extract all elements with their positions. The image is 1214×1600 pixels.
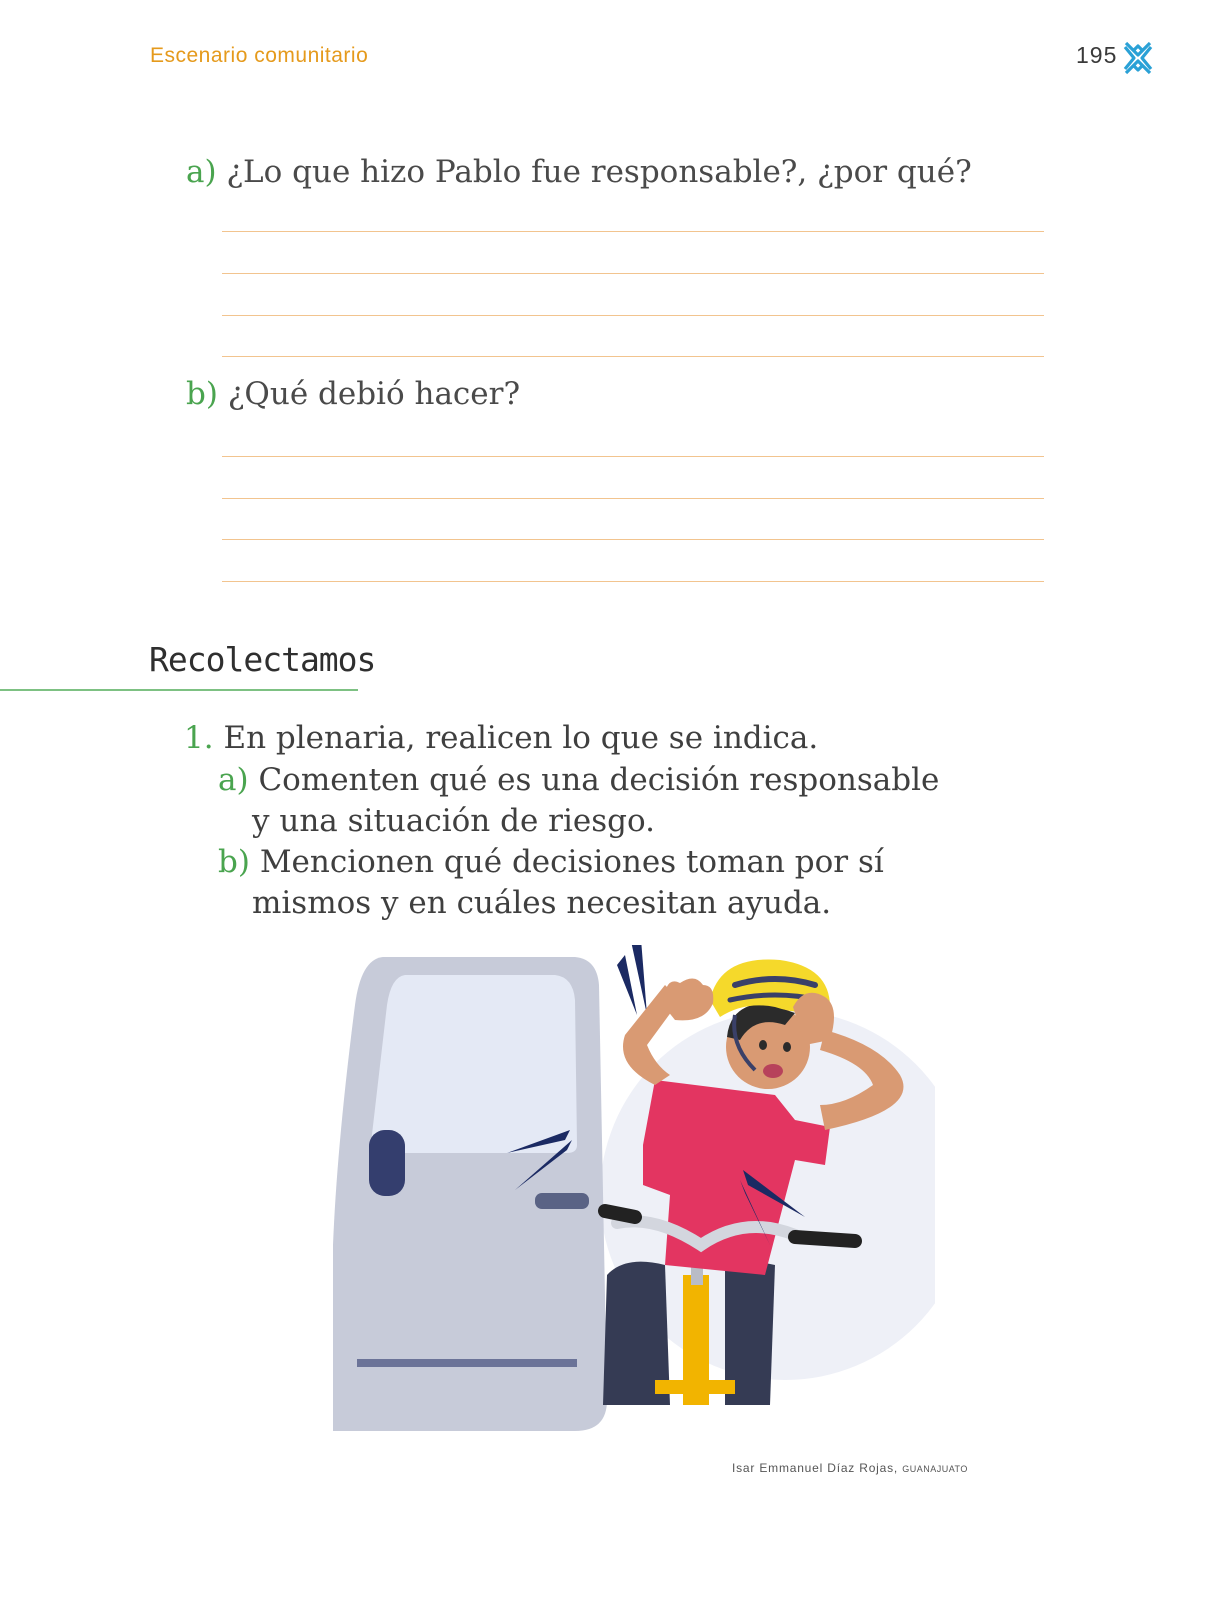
subitem-a bbox=[218, 760, 939, 801]
section-header-title: Escenario comunitario bbox=[150, 44, 369, 67]
subitem-a-letter: a) bbox=[218, 762, 249, 798]
bike-bar bbox=[655, 1380, 735, 1394]
answer-line[interactable] bbox=[222, 231, 1044, 232]
answer-line[interactable] bbox=[222, 273, 1044, 274]
question-a-text: ¿Lo que hizo Pablo fue responsable?, ¿por qué? bbox=[226, 154, 972, 190]
illustration-credit bbox=[732, 1461, 968, 1475]
answer-line[interactable] bbox=[222, 356, 1044, 357]
door-handle bbox=[535, 1193, 589, 1209]
page-number: 195 bbox=[1076, 42, 1118, 68]
car-window bbox=[371, 975, 578, 1153]
activity-item bbox=[184, 718, 818, 759]
question-b-letter: b) bbox=[186, 376, 218, 412]
answer-line[interactable] bbox=[222, 315, 1044, 316]
door-handle-recess bbox=[369, 1130, 405, 1196]
answer-line[interactable] bbox=[222, 581, 1044, 582]
subitem-a-line1: Comenten qué es una decisión responsable bbox=[258, 762, 940, 798]
question-b-text: ¿Qué debió hacer? bbox=[227, 376, 521, 412]
question-a bbox=[186, 154, 972, 190]
section-title: Recolectamos bbox=[149, 640, 376, 679]
cyclist-car-door-illustration bbox=[325, 945, 935, 1455]
handlebar-grip-left bbox=[605, 1211, 635, 1217]
subitem-a-line2: y una situación de riesgo. bbox=[252, 803, 655, 839]
left-hand bbox=[663, 978, 713, 1020]
activity-number: 1. bbox=[184, 720, 214, 756]
mouth bbox=[763, 1064, 783, 1078]
question-a-letter: a) bbox=[186, 154, 217, 190]
subitem-b-letter: b) bbox=[218, 844, 250, 880]
activity-text: En plenaria, realicen lo que se indica. bbox=[223, 720, 819, 756]
subitem-b bbox=[218, 842, 884, 883]
door-trim bbox=[357, 1359, 577, 1367]
motion-line-icon bbox=[617, 955, 637, 1015]
subitem-b-line1: Mencionen qué decisiones toman por sí bbox=[259, 844, 884, 880]
credit-state: GUANAJUATO bbox=[902, 1464, 968, 1474]
cross-knot-logo-icon bbox=[1122, 40, 1154, 76]
question-b bbox=[186, 376, 520, 412]
answer-line[interactable] bbox=[222, 498, 1044, 499]
eye bbox=[759, 1040, 767, 1050]
answer-line[interactable] bbox=[222, 539, 1044, 540]
credit-author: Isar Emmanuel Díaz Rojas, bbox=[732, 1461, 899, 1475]
handlebar-grip-right bbox=[795, 1237, 855, 1241]
answer-line[interactable] bbox=[222, 456, 1044, 457]
subitem-b-line2: mismos y en cuáles necesitan ayuda. bbox=[252, 885, 832, 921]
eye bbox=[783, 1042, 791, 1052]
section-divider bbox=[0, 689, 358, 691]
